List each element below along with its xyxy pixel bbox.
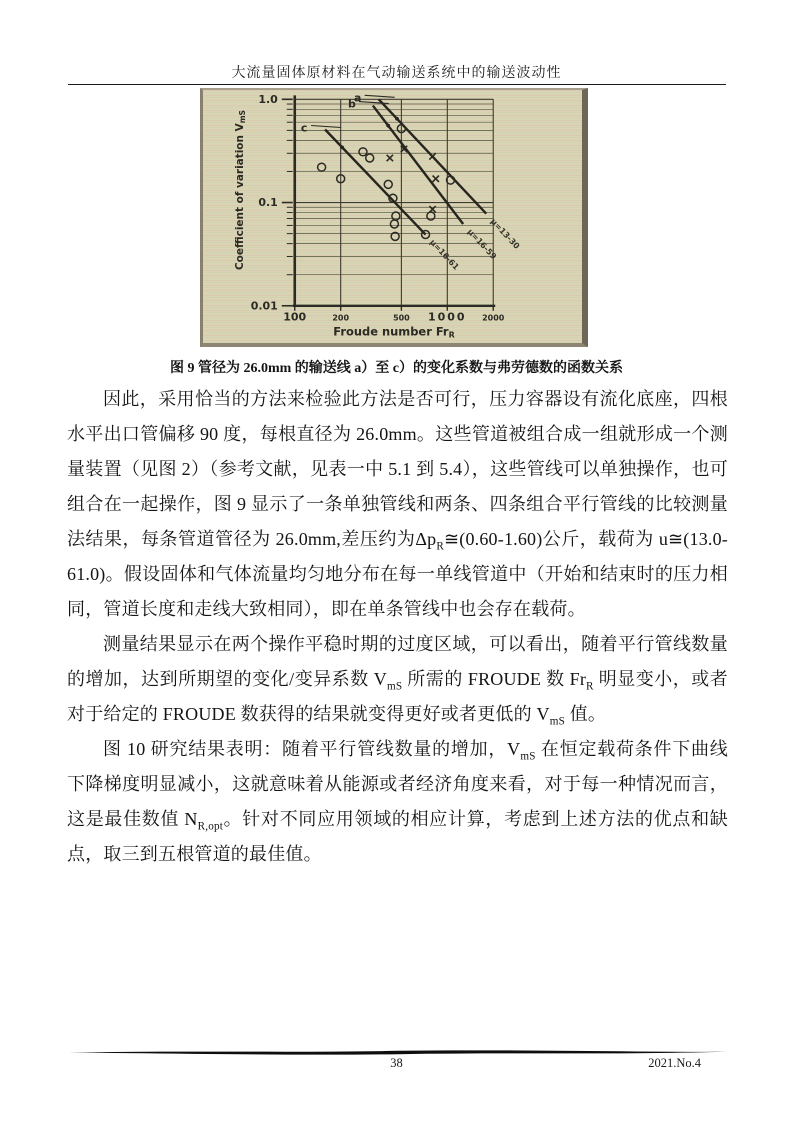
line-label-pointer — [365, 95, 395, 97]
body-paragraph: 图 10 研究结果表明：随着平行管线数量的增加，$V_{mS}$ 在恒定载荷条件下曲线下降梯度明显减小，这就意味着从能源或者经济角度来看，对于每一种情况而言，这是最佳数值 $N_{R,opt}$。针对不同应用领域的相应计算，考虑到上述方法的优点和缺点，取三到五根管道的最佳值。 — [67, 739, 728, 864]
data-point-circle — [359, 148, 367, 156]
issue-label: 2021.No.4 — [648, 1056, 701, 1070]
x-tick-label: 2000 — [482, 313, 505, 323]
x-tick-label: 500 — [393, 313, 410, 323]
fit-line-b — [373, 106, 463, 224]
line-dot — [395, 117, 399, 121]
body-paragraph: 测量结果显示在两个操作平稳时期的过度区域，可以看出，随着平行管线数量的增加，达到所期望的变化/变异系数 $V_{mS}$ 所需的 FROUDE 数 $Fr_R$ 明显变小，或者对于给定的 FROUDE 数获得的结果就变得更好或者更低的 $V_{mS}$ 值。 — [67, 634, 728, 728]
data-point-circle — [384, 180, 392, 188]
line-letter-label: a — [354, 91, 362, 105]
figure-9-image — [200, 88, 588, 347]
line-letter-label: b — [347, 97, 356, 111]
y-tick-label: 1.0 — [258, 92, 278, 106]
header-rule — [68, 84, 726, 85]
figure-9-chart — [203, 90, 582, 343]
y-tick-label: 0.1 — [258, 196, 278, 210]
page-number: 38 — [390, 1056, 403, 1070]
x-axis-label: Froude number FrR — [333, 324, 455, 340]
page-header-title: 大流量固体原材料在气动输送系统中的输送波动性 — [231, 66, 562, 81]
data-point-circle — [390, 220, 398, 228]
line-label-pointer — [359, 102, 389, 104]
data-point-circle — [366, 154, 374, 162]
body-text — [67, 382, 728, 872]
y-tick-label: 0.01 — [250, 299, 278, 313]
x-tick-label: 1000 — [428, 310, 467, 324]
figure-9-caption: 图 9 管径为 26.0mm 的输送线 a）至 c）的变化系数与弗劳德数的函数关系 — [169, 361, 624, 376]
line-label-pointer — [311, 126, 341, 128]
line-dot — [340, 145, 344, 149]
line-letter-label: c — [300, 121, 308, 135]
footer-rule — [68, 1049, 726, 1056]
line-mu-annotation: μ=16-59 — [465, 227, 499, 262]
body-paragraph: 因此，采用恰当的方法来检验此方法是否可行，压力容器设有流化底座，四根水平出口管偏移 90 度，每根直径为 26.0mm。这些管道被组合成一组就形成一个测量装置（见图 2）（参考文献，见表一中 5.1 到 5.4），这些管线可以单独操作，也可组合在一起操作，图 9 显示了一条单独管线和两条、四条组合平行管线的比较测量法结果，每条管道管径为 26.0mm,差压约为$\Delta p_R≅(0.60-1.60)$公斤，载荷为 u≅(13.0-61.0)。假设固体和气体流量均匀地分布在每一单线管道中（开始和结束时的压力相同，管道长度和走线大致相同），即在单条管线中也会存在载荷。 — [67, 389, 728, 619]
x-tick-label: 100 — [283, 310, 307, 324]
data-point-circle — [318, 163, 326, 171]
line-mu-annotation: μ=16-61 — [428, 237, 461, 272]
y-axis-label: Coefficient of variation VmS — [233, 110, 247, 271]
x-tick-label: 200 — [332, 313, 350, 323]
line-dot — [386, 124, 390, 128]
line-mu-annotation: μ=13-30 — [488, 216, 522, 251]
